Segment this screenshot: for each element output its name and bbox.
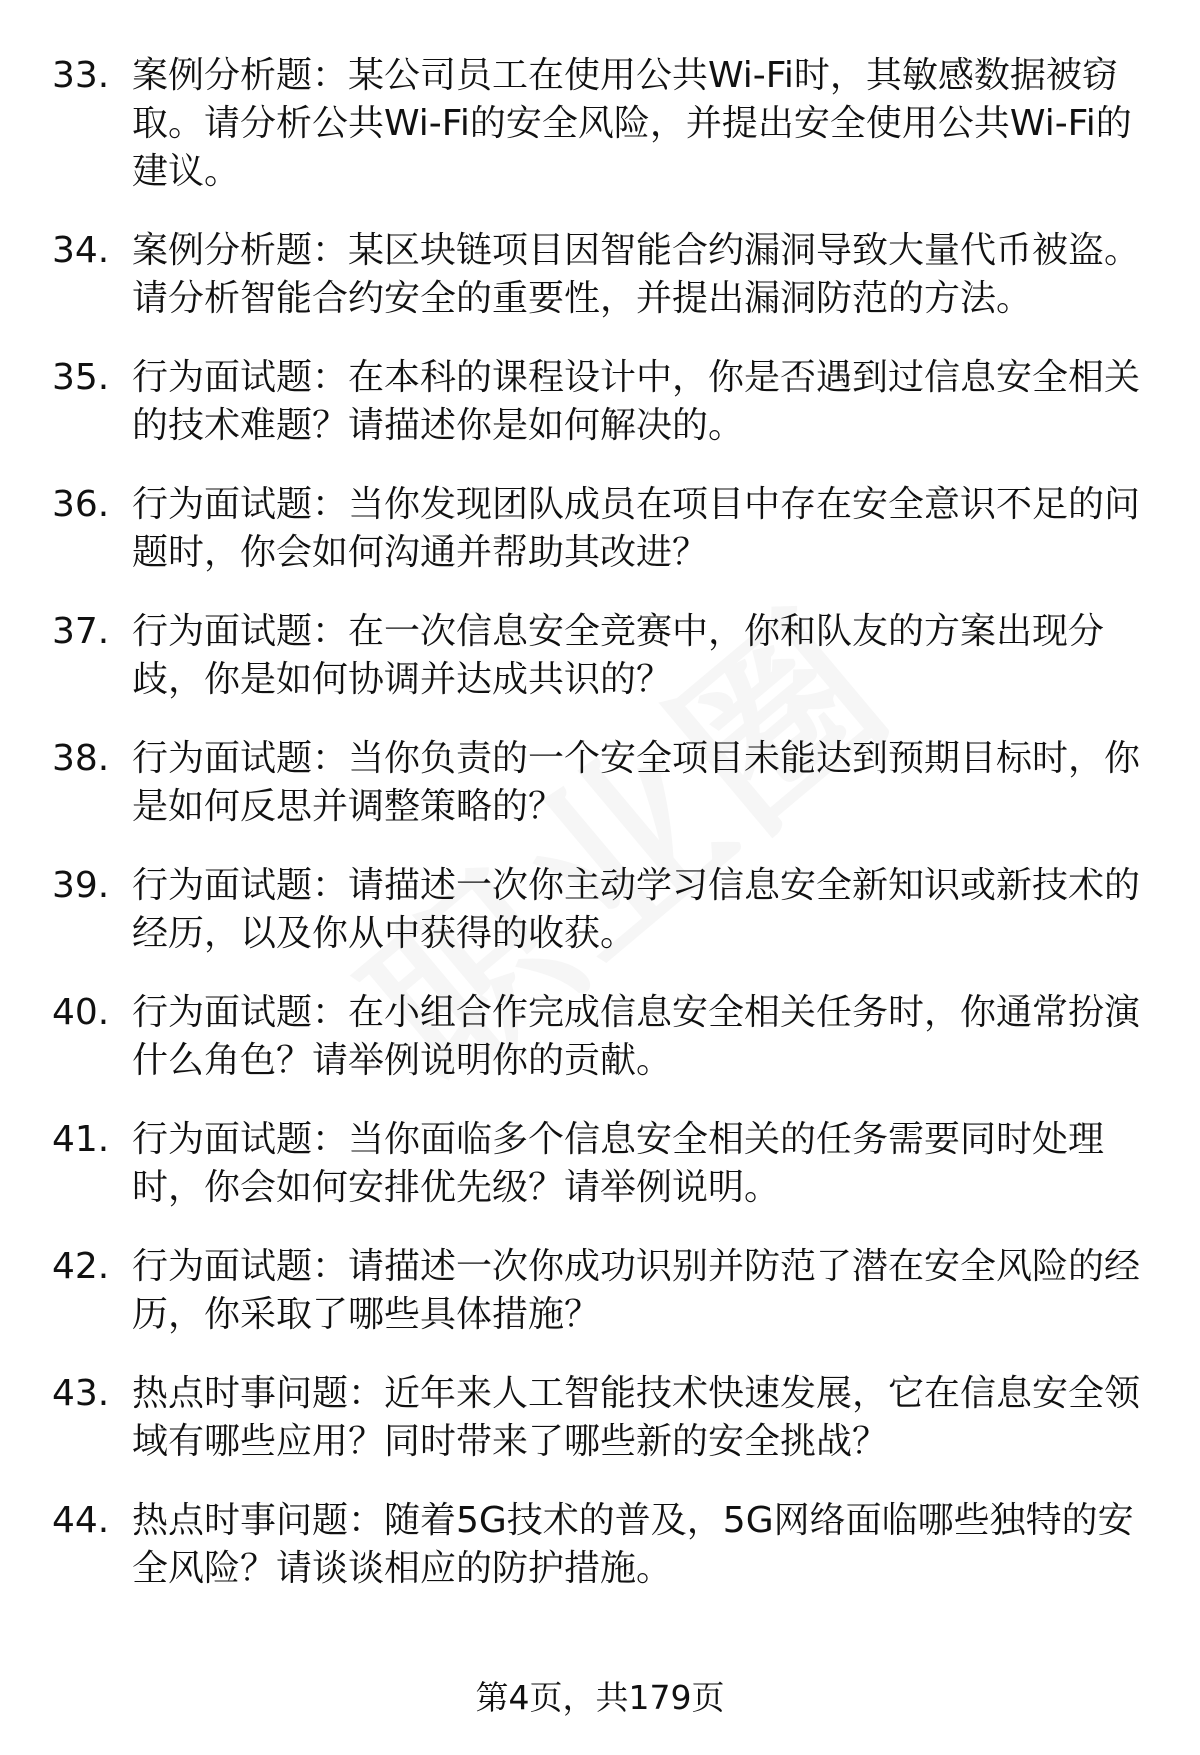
- question-text: 行为面试题：在本科的课程设计中，你是否遇到过信息安全相关的技术难题？请描述你是如何解决的。: [132, 357, 1141, 446]
- question-text: 热点时事问题：随着5G技术的普及，5G网络面临哪些独特的安全风险？请谈谈相应的防护措施。: [132, 1500, 1134, 1589]
- question-item: [0, 227, 1200, 323]
- question-number: 36.: [52, 484, 110, 525]
- question-number: 40.: [52, 992, 110, 1033]
- question-item: [0, 862, 1200, 958]
- question-item: [0, 1116, 1200, 1212]
- question-item: [0, 608, 1200, 704]
- question-list: [0, 52, 1200, 1624]
- question-number: 39.: [52, 865, 110, 906]
- question-text: 行为面试题：请描述一次你主动学习信息安全新知识或新技术的经历，以及你从中获得的收获。: [132, 865, 1141, 954]
- question-number: 37.: [52, 611, 110, 652]
- question-number: 38.: [52, 738, 110, 779]
- question-number: 43.: [52, 1373, 110, 1414]
- question-text: 案例分析题：某公司员工在使用公共Wi-Fi时，其敏感数据被窃取。请分析公共Wi-Fi的安全风险，并提出安全使用公共Wi-Fi的建议。: [132, 55, 1132, 192]
- question-number: 34.: [52, 230, 110, 271]
- question-number: 44.: [52, 1500, 110, 1541]
- question-item: [0, 735, 1200, 831]
- question-number: 35.: [52, 357, 110, 398]
- question-number: 42.: [52, 1246, 110, 1287]
- question-item: [0, 1243, 1200, 1339]
- question-text: 行为面试题：当你面临多个信息安全相关的任务需要同时处理时，你会如何安排优先级？请举例说明。: [132, 1119, 1105, 1208]
- question-text: 案例分析题：某区块链项目因智能合约漏洞导致大量代币被盗。请分析智能合约安全的重要性，并提出漏洞防范的方法。: [132, 230, 1141, 319]
- question-number: 41.: [52, 1119, 110, 1160]
- question-item: [0, 1497, 1200, 1593]
- question-number: 33.: [52, 55, 110, 96]
- question-item: [0, 989, 1200, 1085]
- question-text: 行为面试题：在一次信息安全竞赛中，你和队友的方案出现分歧，你是如何协调并达成共识的？: [132, 611, 1105, 700]
- question-item: [0, 481, 1200, 577]
- question-item: [0, 354, 1200, 450]
- question-text: 热点时事问题：近年来人工智能技术快速发展，它在信息安全领域有哪些应用？同时带来了哪些新的安全挑战？: [132, 1373, 1141, 1462]
- question-item: [0, 52, 1200, 196]
- question-text: 行为面试题：在小组合作完成信息安全相关任务时，你通常扮演什么角色？请举例说明你的贡献。: [132, 992, 1141, 1081]
- question-text: 行为面试题：当你负责的一个安全项目未能达到预期目标时，你是如何反思并调整策略的？: [132, 738, 1141, 827]
- question-text: 行为面试题：请描述一次你成功识别并防范了潜在安全风险的经历，你采取了哪些具体措施？: [132, 1246, 1141, 1335]
- question-item: [0, 1370, 1200, 1466]
- question-text: 行为面试题：当你发现团队成员在项目中存在安全意识不足的问题时，你会如何沟通并帮助其改进？: [132, 484, 1141, 573]
- page-footer: 第4页，共179页: [475, 1678, 725, 1717]
